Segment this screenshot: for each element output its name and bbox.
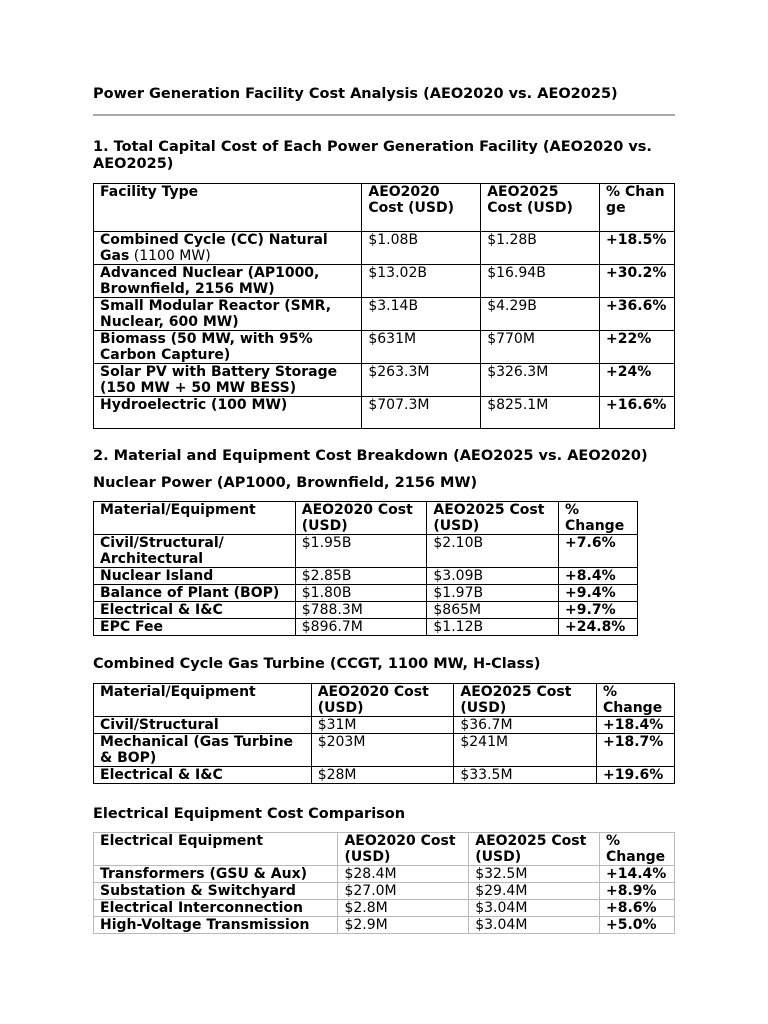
column-header: AEO2025 Cost (USD) — [427, 502, 559, 535]
table-row — [94, 619, 638, 636]
column-header: % Change — [597, 684, 675, 717]
column-header: AEO2025 Cost (USD) — [481, 184, 600, 232]
column-header: AEO2020 Cost (USD) — [362, 184, 481, 232]
percent-change-cell: +8.4% — [559, 568, 638, 585]
aeo2020-cost-cell: $788.3M — [295, 602, 427, 619]
percent-change-cell: +8.9% — [600, 883, 675, 900]
aeo2020-cost-cell: $31M — [311, 717, 454, 734]
aeo2020-cost-cell: $1.95B — [295, 535, 427, 568]
table-row — [94, 866, 675, 883]
column-header: AEO2025 Cost (USD) — [469, 833, 600, 866]
percent-change-cell: +22% — [600, 331, 675, 364]
item-cell: Electrical Interconnection — [94, 900, 338, 917]
percent-change-cell: +5.0% — [600, 917, 675, 934]
aeo2025-cost-cell: $770M — [481, 331, 600, 364]
percent-change-cell: +8.6% — [600, 900, 675, 917]
aeo2020-cost-cell: $1.08B — [362, 232, 481, 265]
percent-change-cell: +18.7% — [597, 734, 675, 767]
column-header: % Change — [600, 833, 675, 866]
title-divider — [93, 114, 675, 116]
nuclear-subheading: Nuclear Power (AP1000, Brownfield, 2156 MW) — [93, 475, 478, 491]
facility-type-cell: Biomass (50 MW, with 95% Carbon Capture) — [94, 331, 362, 364]
aeo2025-cost-cell: $3.04M — [469, 917, 600, 934]
ccgt-cost-table — [93, 683, 675, 784]
aeo2020-cost-cell: $1.80B — [295, 585, 427, 602]
item-cell: Balance of Plant (BOP) — [94, 585, 296, 602]
aeo2020-cost-cell: $27.0M — [338, 883, 469, 900]
facility-type-cell: Hydroelectric (100 MW) — [94, 397, 362, 429]
aeo2025-cost-cell: $32.5M — [469, 866, 600, 883]
electrical-cost-table — [93, 832, 675, 934]
percent-change-cell: +30.2% — [600, 265, 675, 298]
table-row — [94, 535, 638, 568]
percent-change-cell: +14.4% — [600, 866, 675, 883]
item-cell: Mechanical (Gas Turbine & BOP) — [94, 734, 312, 767]
table-row — [94, 265, 675, 298]
percent-change-cell: +36.6% — [600, 298, 675, 331]
column-header: % Change — [600, 184, 675, 232]
aeo2020-cost-cell: $896.7M — [295, 619, 427, 636]
aeo2020-cost-cell: $2.85B — [295, 568, 427, 585]
table-header-row — [94, 184, 675, 232]
aeo2025-cost-cell: $2.10B — [427, 535, 559, 568]
percent-change-cell: +18.4% — [597, 717, 675, 734]
item-cell: EPC Fee — [94, 619, 296, 636]
table-row — [94, 568, 638, 585]
section2-heading: 2. Material and Equipment Cost Breakdown (AEO2025 vs. AEO2020) — [93, 448, 648, 464]
facility-type-cell: Advanced Nuclear (AP1000, Brownfield, 2156 MW) — [94, 265, 362, 298]
column-header: Material/Equipment — [94, 502, 296, 535]
aeo2020-cost-cell: $3.14B — [362, 298, 481, 331]
column-header: Electrical Equipment — [94, 833, 338, 866]
aeo2025-cost-cell: $4.29B — [481, 298, 600, 331]
section1-heading: 1. Total Capital Cost of Each Power Generation Facility (AEO2020 vs. AEO2025) — [93, 139, 652, 172]
aeo2025-cost-cell: $1.28B — [481, 232, 600, 265]
item-cell: High-Voltage Transmission — [94, 917, 338, 934]
aeo2025-cost-cell: $3.09B — [427, 568, 559, 585]
aeo2020-cost-cell: $13.02B — [362, 265, 481, 298]
document-title: Power Generation Facility Cost Analysis (AEO2020 vs. AEO2025) — [93, 86, 618, 102]
column-header: Material/Equipment — [94, 684, 312, 717]
table-row — [94, 734, 675, 767]
column-header: AEO2020 Cost (USD) — [311, 684, 454, 717]
aeo2025-cost-cell: $29.4M — [469, 883, 600, 900]
table-row — [94, 331, 675, 364]
aeo2020-cost-cell: $2.9M — [338, 917, 469, 934]
column-header: AEO2020 Cost (USD) — [295, 502, 427, 535]
aeo2020-cost-cell: $631M — [362, 331, 481, 364]
item-cell: Transformers (GSU & Aux) — [94, 866, 338, 883]
aeo2025-cost-cell: $326.3M — [481, 364, 600, 397]
aeo2020-cost-cell: $28.4M — [338, 866, 469, 883]
table-header-row — [94, 833, 675, 866]
percent-change-cell: +7.6% — [559, 535, 638, 568]
item-cell: Electrical & I&C — [94, 602, 296, 619]
table-row — [94, 717, 675, 734]
column-header: Facility Type — [94, 184, 362, 232]
table-row — [94, 917, 675, 934]
facility-cost-table — [93, 183, 675, 429]
table-row — [94, 602, 638, 619]
table-row — [94, 767, 675, 784]
percent-change-cell: +24% — [600, 364, 675, 397]
table-row — [94, 397, 675, 429]
table-header-row — [94, 684, 675, 717]
aeo2025-cost-cell: $3.04M — [469, 900, 600, 917]
percent-change-cell: +16.6% — [600, 397, 675, 429]
aeo2025-cost-cell: $1.12B — [427, 619, 559, 636]
aeo2020-cost-cell: $28M — [311, 767, 454, 784]
column-header: AEO2025 Cost (USD) — [454, 684, 597, 717]
column-header: AEO2020 Cost (USD) — [338, 833, 469, 866]
column-header: % Change — [559, 502, 638, 535]
aeo2025-cost-cell: $33.5M — [454, 767, 597, 784]
table-row — [94, 232, 675, 265]
facility-type-cell: Small Modular Reactor (SMR, Nuclear, 600 MW) — [94, 298, 362, 331]
item-cell: Civil/Structural/ Architectural — [94, 535, 296, 568]
table-row — [94, 298, 675, 331]
table-row — [94, 585, 638, 602]
aeo2020-cost-cell: $203M — [311, 734, 454, 767]
aeo2020-cost-cell: $2.8M — [338, 900, 469, 917]
aeo2025-cost-cell: $36.7M — [454, 717, 597, 734]
aeo2020-cost-cell: $707.3M — [362, 397, 481, 429]
percent-change-cell: +9.7% — [559, 602, 638, 619]
percent-change-cell: +18.5% — [600, 232, 675, 265]
aeo2025-cost-cell: $865M — [427, 602, 559, 619]
aeo2025-cost-cell: $241M — [454, 734, 597, 767]
item-cell: Electrical & I&C — [94, 767, 312, 784]
facility-type-capacity: (1100 MW) — [129, 248, 211, 264]
table-header-row — [94, 502, 638, 535]
aeo2025-cost-cell: $16.94B — [481, 265, 600, 298]
item-cell: Civil/Structural — [94, 717, 312, 734]
table-row — [94, 883, 675, 900]
facility-type-cell — [94, 232, 362, 265]
table-row — [94, 364, 675, 397]
aeo2025-cost-cell: $1.97B — [427, 585, 559, 602]
electrical-subheading: Electrical Equipment Cost Comparison — [93, 806, 406, 822]
aeo2020-cost-cell: $263.3M — [362, 364, 481, 397]
facility-type-name: Combined Cycle (CC) Natural Gas — [100, 232, 328, 264]
item-cell: Nuclear Island — [94, 568, 296, 585]
item-cell: Substation & Switchyard — [94, 883, 338, 900]
aeo2025-cost-cell: $825.1M — [481, 397, 600, 429]
nuclear-cost-table — [93, 501, 638, 636]
ccgt-subheading: Combined Cycle Gas Turbine (CCGT, 1100 MW, H-Class) — [93, 656, 541, 672]
percent-change-cell: +19.6% — [597, 767, 675, 784]
table-row — [94, 900, 675, 917]
percent-change-cell: +9.4% — [559, 585, 638, 602]
percent-change-cell: +24.8% — [559, 619, 638, 636]
facility-type-cell: Solar PV with Battery Storage (150 MW + 50 MW BESS) — [94, 364, 362, 397]
